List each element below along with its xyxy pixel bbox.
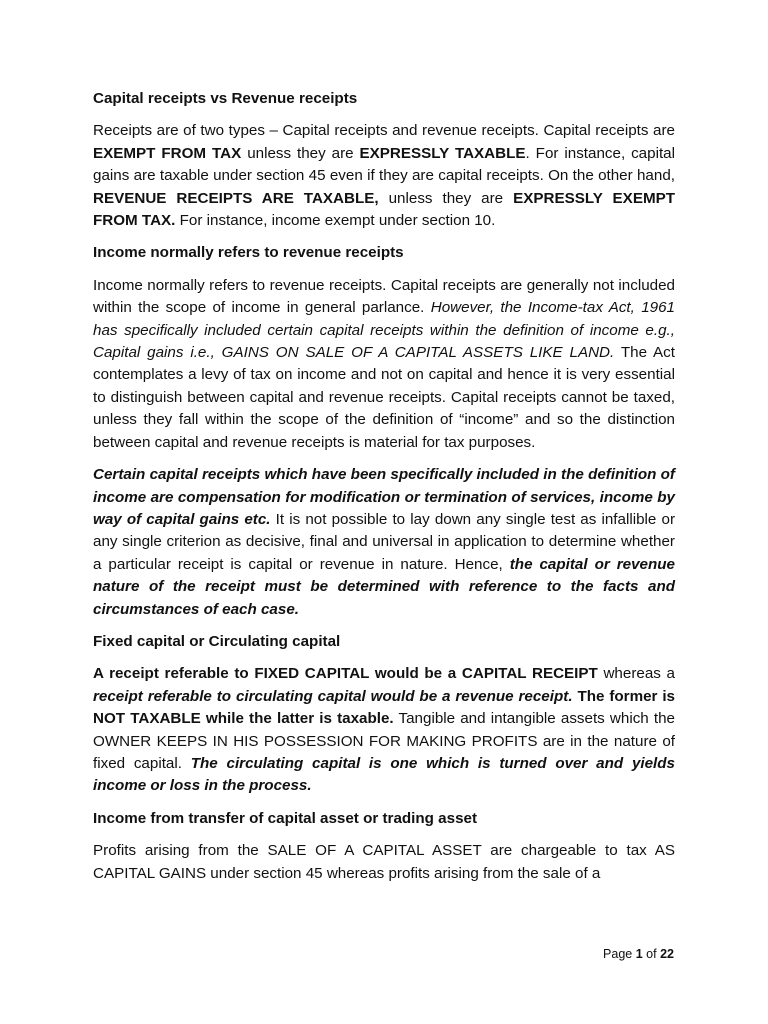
text-run: However, the Income-tax Act, 1961 has specifically included certain capital receipts within the definition of income e.g., Capital gains i.e., GAINS ON SALE OF A CAPITAL ASSETS LIKE LAND. — [93, 299, 675, 362]
text-run: the capital or revenue nature of the receipt must be determined with reference to the facts and circumstances of each case. — [93, 555, 675, 618]
page-word: Page — [603, 947, 633, 961]
page-total: 22 — [660, 947, 674, 961]
text-run: Tangible and intangible assets which the OWNER KEEPS IN HIS POSSESSION FOR MAKING PROFITS are in the nature of fixed capital. — [93, 710, 675, 772]
text-run: The circulating capital is one which is turned over and yields income or loss in the process. — [93, 754, 675, 795]
text-run: Receipts are of two types – Capital receipts and revenue receipts. Capital receipts are — [93, 122, 675, 140]
page-current: 1 — [635, 947, 643, 961]
of-word: of — [646, 947, 657, 961]
text-run: Income normally refers to revenue receipts. Capital receipts are generally not included within the scope of income in general parlance. — [93, 276, 675, 317]
paragraph — [93, 275, 675, 454]
paragraph — [93, 663, 675, 797]
text-run: A receipt referable to FIXED CAPITAL would be a CAPITAL RECEIPT — [93, 665, 598, 683]
text-run: EXPRESSLY TAXABLE — [359, 144, 526, 162]
section-heading: Fixed capital or Circulating capital — [93, 632, 341, 650]
section-heading: Income from transfer of capital asset or trading asset — [93, 809, 478, 827]
text-run: unless they are — [378, 189, 514, 207]
page-footer — [603, 947, 674, 961]
document-body — [93, 88, 675, 895]
text-run: For instance, income exempt under section 10. — [175, 212, 496, 230]
text-run: Certain capital receipts which have been specifically included in the definition of income are compensation for modification or termination of services, income by way of capital gains etc. — [93, 466, 675, 528]
text-run: REVENUE RECEIPTS ARE TAXABLE, — [93, 189, 379, 207]
text-run: The Act contemplates a levy of tax on income and not on capital and hence it is very essential to distinguish between capital and revenue receipts. Capital receipts cannot be taxed, unless they fall within the scope of the definition of “income” and so the distinction between capital and revenue receipts is material for tax purposes. — [93, 344, 675, 451]
paragraph — [93, 464, 675, 621]
text-run: receipt referable to circulating capital would be a revenue receipt. — [93, 687, 573, 705]
text-run: . For instance, capital gains are taxable under section 45 even if they are capital receipts. On the other hand, — [93, 144, 675, 185]
section-heading: Income normally refers to revenue receipts — [93, 244, 404, 262]
paragraph — [93, 120, 675, 232]
section-heading: Capital receipts vs Revenue receipts — [93, 90, 358, 107]
text-run: EXPRESSLY EXEMPT FROM TAX. — [93, 189, 676, 230]
text-run: The former is NOT TAXABLE while the latter is taxable. — [93, 687, 675, 728]
text-run: Profits arising from the SALE OF A CAPITAL ASSET are chargeable to tax AS CAPITAL GAINS under section 45 whereas profits arising from the sale of a — [93, 842, 675, 882]
text-run: whereas a — [597, 665, 675, 683]
text-run: EXEMPT FROM TAX — [93, 144, 242, 162]
paragraph — [93, 840, 675, 885]
text-run: It is not possible to lay down any single test as infallible or any single criterion as decisive, final and universal in application to determine whether a particular receipt is capital or revenue in nature. Hence, — [93, 510, 676, 573]
text-run: unless they are — [241, 144, 360, 162]
